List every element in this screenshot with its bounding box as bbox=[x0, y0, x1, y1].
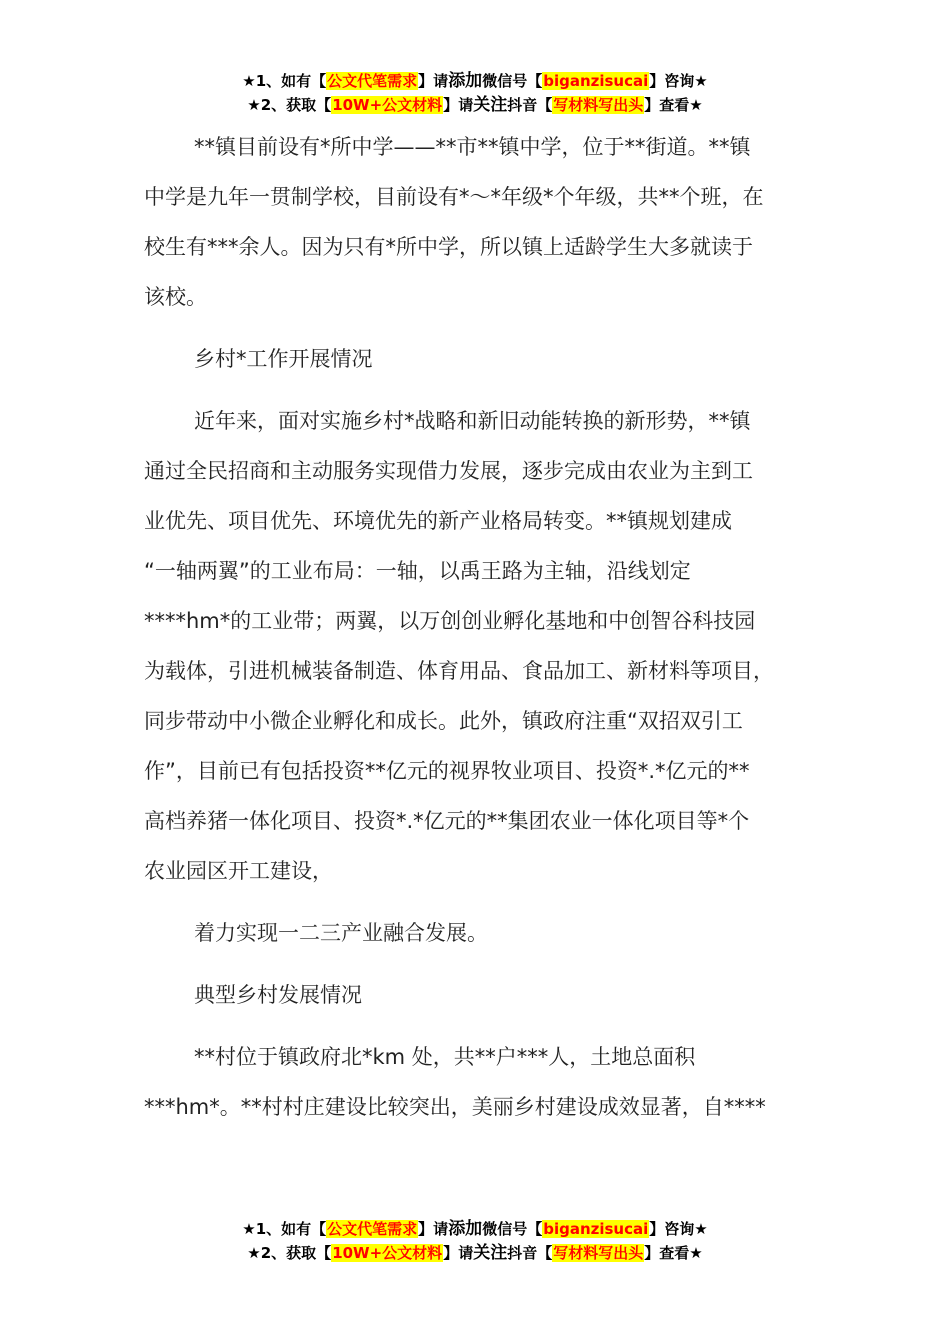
text-line: 乡村*工作开展情况 bbox=[194, 347, 373, 371]
footer-banner bbox=[0, 1217, 950, 1265]
text-line: 高档养猪一体化项目、投资*.*亿元的**集团农业一体化项目等*个 bbox=[144, 809, 750, 833]
banner-emphasis: 关注 bbox=[473, 1243, 508, 1263]
banner-text: 抖音【 bbox=[507, 1244, 553, 1262]
banner-emphasis: 添加 bbox=[448, 1219, 483, 1239]
banner-text: 】请 bbox=[443, 96, 474, 114]
header-banner bbox=[0, 69, 950, 117]
text-line: 通过全民招商和主动服务实现借力发展，逐步完成由农业为主到工 bbox=[144, 459, 753, 483]
text-line: **村位于镇政府北*km 处，共**户***人，土地总面积 bbox=[194, 1045, 696, 1069]
banner-text: 】请 bbox=[418, 72, 449, 90]
text-line: 典型乡村发展情况 bbox=[194, 983, 362, 1007]
document-body bbox=[144, 122, 812, 1132]
banner-text: 】咨询★ bbox=[649, 72, 708, 90]
highlight-douyin-account: 写材料写出头 bbox=[553, 96, 644, 114]
text-line: 该校。 bbox=[144, 285, 207, 309]
banner-text: 】请 bbox=[418, 1220, 449, 1238]
banner-text: ★1、如有【 bbox=[242, 72, 327, 90]
banner-text: 微信号【 bbox=[482, 1220, 543, 1238]
banner-text: ★1、如有【 bbox=[242, 1220, 327, 1238]
banner-text: 】查看★ bbox=[644, 96, 703, 114]
highlight-douyin-account: 写材料写出头 bbox=[553, 1244, 644, 1262]
highlight-materials: 10W+公文材料 bbox=[332, 96, 443, 114]
text-line: 校生有***余人。因为只有*所中学，所以镇上适龄学生大多就读于 bbox=[144, 235, 753, 259]
text-line: ***hm*。**村村庄建设比较突出，美丽乡村建设成效显著，自**** bbox=[144, 1095, 766, 1119]
paragraph-development bbox=[144, 396, 812, 896]
banner-text: 抖音【 bbox=[507, 96, 553, 114]
text-line: 中学是九年一贯制学校，目前设有*～*年级*个年级，共**个班，在 bbox=[144, 185, 764, 209]
text-line: 着力实现一二三产业融合发展。 bbox=[194, 921, 488, 945]
text-line: 业优先、项目优先、环境优先的新产业格局转变。**镇规划建成 bbox=[144, 509, 732, 533]
banner-text: 】查看★ bbox=[644, 1244, 703, 1262]
highlight-service: 公文代笔需求 bbox=[327, 1220, 418, 1238]
banner-emphasis: 关注 bbox=[473, 95, 508, 115]
paragraph-integration bbox=[144, 908, 812, 958]
highlight-wechat-id: biganzisucai bbox=[543, 1220, 649, 1238]
highlight-service: 公文代笔需求 bbox=[327, 72, 418, 90]
highlight-materials: 10W+公文材料 bbox=[332, 1244, 443, 1262]
text-line: 作”，目前已有包括投资**亿元的视界牧业项目、投资*.*亿元的** bbox=[144, 759, 750, 783]
section-heading-typical-village bbox=[144, 970, 812, 1020]
text-line: 农业园区开工建设， bbox=[144, 859, 333, 883]
banner-text: ★2、获取【 bbox=[247, 96, 332, 114]
banner-text: 微信号【 bbox=[482, 72, 543, 90]
banner-line-2 bbox=[0, 1241, 950, 1265]
text-line: 为载体，引进机械装备制造、体育用品、食品加工、新材料等项目， bbox=[144, 659, 774, 683]
banner-text: 】咨询★ bbox=[649, 1220, 708, 1238]
banner-line-1 bbox=[0, 69, 950, 93]
banner-line-2 bbox=[0, 93, 950, 117]
paragraph-village bbox=[144, 1032, 812, 1132]
banner-emphasis: 添加 bbox=[448, 71, 483, 91]
text-line: ****hm*的工业带；两翼，以万创创业孵化基地和中创智谷科技园 bbox=[144, 609, 756, 633]
paragraph-school bbox=[144, 122, 812, 322]
highlight-wechat-id: biganzisucai bbox=[543, 72, 649, 90]
banner-text: 】请 bbox=[443, 1244, 474, 1262]
banner-line-1 bbox=[0, 1217, 950, 1241]
text-line: 同步带动中小微企业孵化和成长。此外，镇政府注重“双招双引工 bbox=[144, 709, 743, 733]
text-line: “一轴两翼”的工业布局：一轴，以禹王路为主轴，沿线划定 bbox=[144, 559, 691, 583]
section-heading-rural-work bbox=[144, 334, 812, 384]
text-line: 近年来，面对实施乡村*战略和新旧动能转换的新形势，**镇 bbox=[194, 409, 751, 433]
banner-text: ★2、获取【 bbox=[247, 1244, 332, 1262]
text-line: **镇目前设有*所中学——**市**镇中学，位于**街道。**镇 bbox=[194, 135, 751, 159]
